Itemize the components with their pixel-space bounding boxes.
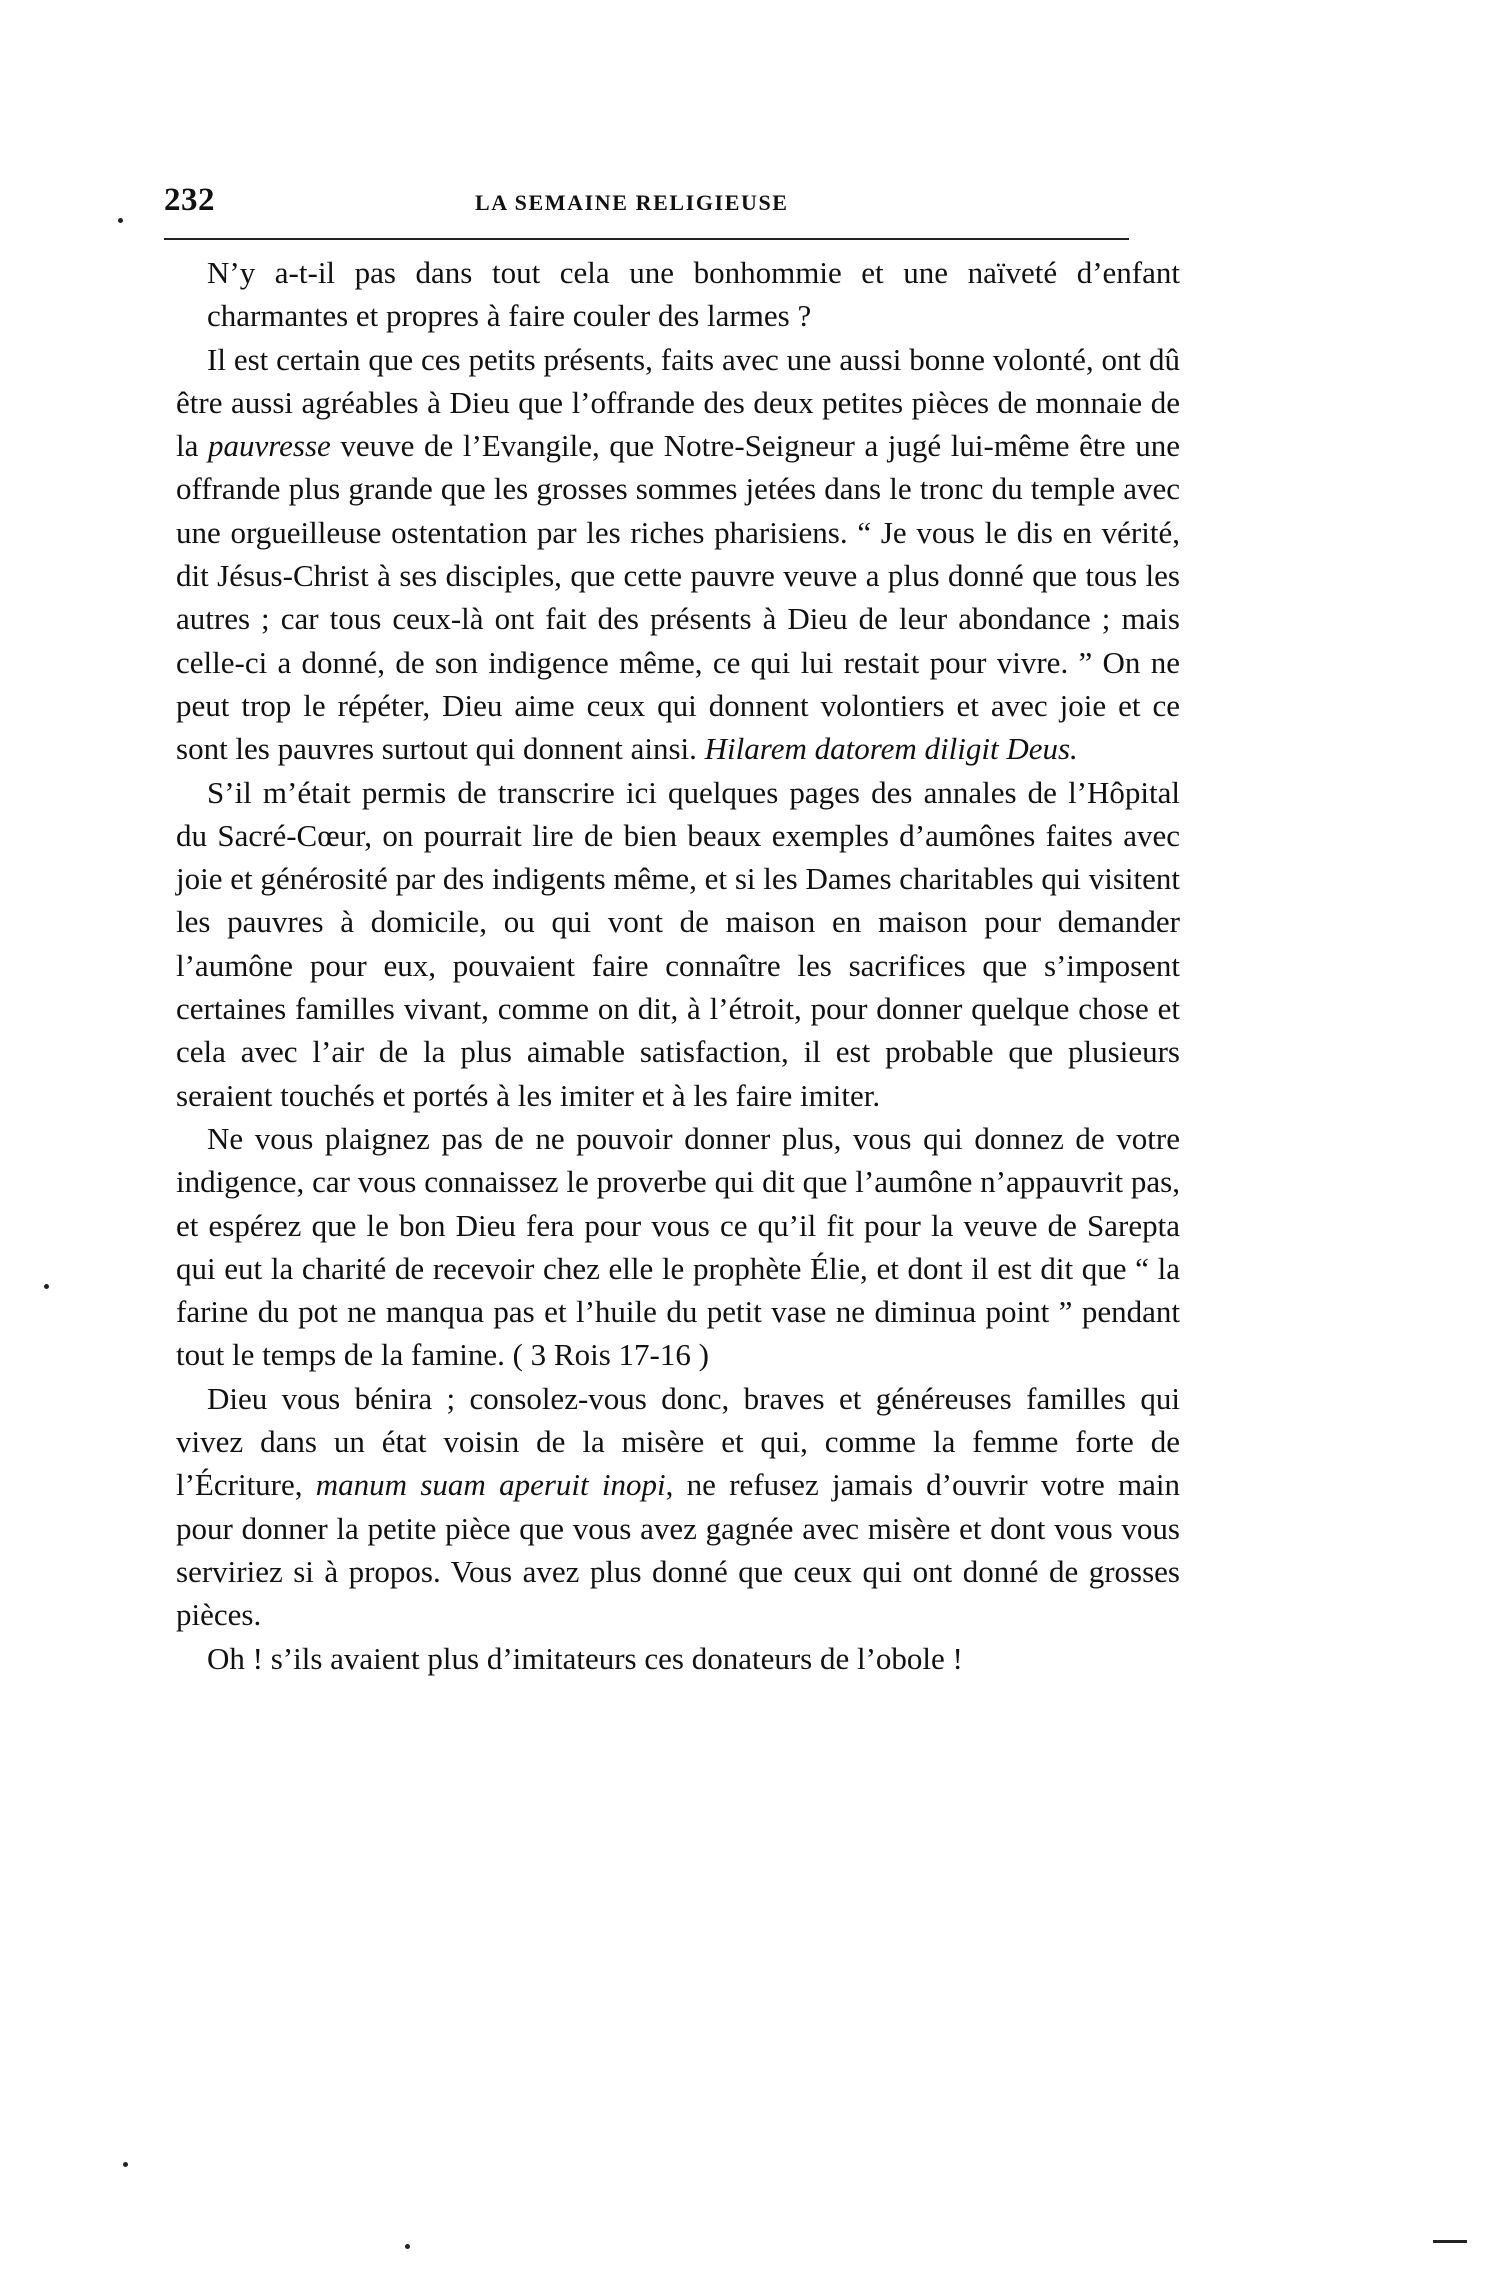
page-number: 232 <box>164 182 215 218</box>
scan-speck <box>44 1284 49 1289</box>
text-run: veuve de l’Evangile, que Notre-Seigneur a jugé lui-même être une offrande plus grande que les grosses sommes jetées dans le tronc du temple avec une orgueilleuse ostentation par les riches pharisiens. “ Je vous le dis en vérité, dit Jésus-Christ à ses disciples, que cette pauvre veuve a plus donné que tous les autres ; car tous ceux-là ont fait des présents à Dieu de leur abondance ; mais celle-ci a donné, de son indigence même, ce qui lui restait pour vivre. ” On ne peut trop le répéter, Dieu aime ceux qui donnent volontiers et avec joie et ce sont les pauvres surtout qui donnent ainsi. <box>176 428 1180 767</box>
header-rule <box>164 238 1129 240</box>
paragraph <box>176 251 1180 338</box>
text-run: N’y a-t-il pas dans tout cela une bonhommie et une naïveté d’enfant charmantes et propres à faire couler des larmes ? <box>207 255 1180 334</box>
body-text <box>176 251 1180 1680</box>
page-header <box>164 182 1129 222</box>
latin-quotation: manum suam aperuit inopi <box>315 1467 666 1503</box>
text-run: Oh ! s’ils avaient plus d’imitateurs ces donateurs de l’obole ! <box>207 1640 963 1676</box>
text-run: , ne refusez jamais d’ouvrir votre main pour donner la petite pièce que vous avez gagnée avec misère et dont vous vous serviriez si à propos. Vous avez plus donné que ceux qui ont donné de grosses pièces. <box>176 1467 1180 1633</box>
scan-speck <box>405 2244 410 2249</box>
text-run: S’il m’était permis de transcrire ici quelques pages des annales de l’Hôpital du Sacré-Cœur, on pourrait lire de bien beaux exemples d’aumônes faites avec joie et générosité par des indigents même, et si les Dames charitables qui visitent les pauvres à domicile, ou qui vont de maison en maison pour demander l’aumône pour eux, pouvaient faire connaître les sacrifices que s’imposent certaines familles vivant, comme on dit, à l’étroit, pour donner quelque chose et cela avec l’air de la plus aimable satisfaction, il est probable que plusieurs seraient touchés et portés à les imiter et à les faire imiter. <box>176 774 1180 1113</box>
paragraph <box>176 1637 1180 1680</box>
paragraph <box>176 1117 1180 1377</box>
running-title: LA SEMAINE RELIGIEUSE <box>475 190 789 215</box>
scan-speck <box>118 218 123 223</box>
scan-mark <box>1433 2240 1467 2243</box>
scan-speck <box>123 2162 128 2167</box>
paragraph <box>176 1377 1180 1637</box>
paragraph <box>176 338 1180 771</box>
italic-word: pauvresse <box>207 428 331 464</box>
text-run: Il est certain que ces petits présents, faits avec une aussi bonne volonté, ont dû être aussi agréables à Dieu que l’offrande des deux petites pièces de monnaie de la <box>176 341 1180 464</box>
latin-quotation: Hilarem datorem diligit Deus. <box>704 731 1078 767</box>
text-run: Ne vous plaignez pas de ne pouvoir donner plus, vous qui donnez de votre indigence, car vous connaissez le proverbe qui dit que l’aumône n’appauvrit pas, et espérez que le bon Dieu fera pour vous ce qu’il fit pour la veuve de Sarepta qui eut la charité de recevoir chez elle le prophète Élie, et dont il est dit que “ la farine du pot ne manqua pas et l’huile du petit vase ne diminua point ” pendant tout le temps de la famine. ( 3 Rois 17-16 ) <box>176 1120 1180 1373</box>
paragraph <box>176 771 1180 1117</box>
text-run: Dieu vous bénira ; consolez-vous donc, braves et généreuses familles qui vivez dans un état voisin de la misère et qui, comme la femme forte de l’Écriture, <box>176 1380 1180 1503</box>
